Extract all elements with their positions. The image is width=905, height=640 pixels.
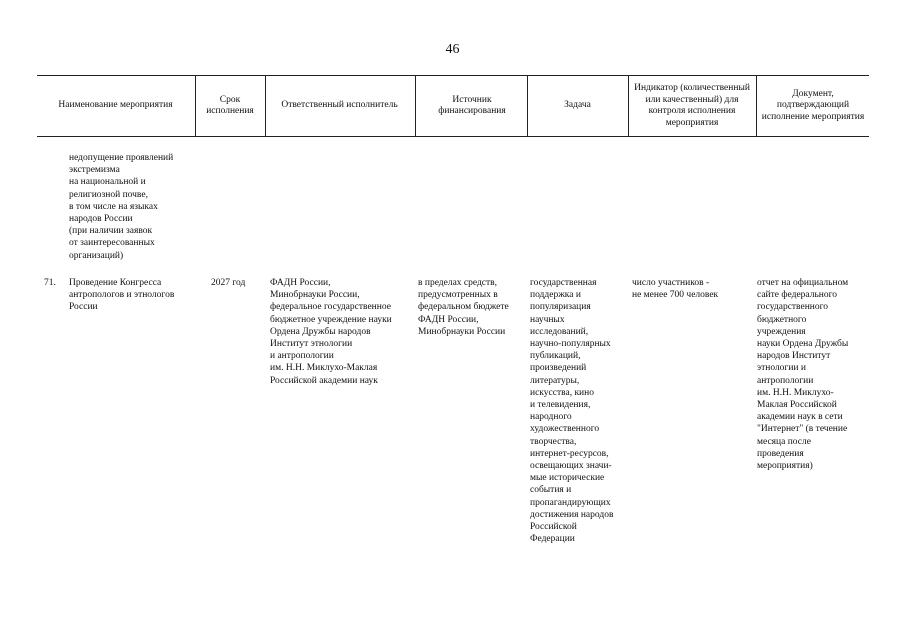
event-indicator: число участников - не менее 700 человек [632, 278, 719, 301]
header-divider [628, 76, 629, 136]
event-deadline: 2027 год [211, 278, 246, 288]
header-task: Задача [564, 100, 591, 111]
header-deadline: Срок исполнения [206, 94, 254, 116]
header-event-name: Наименование мероприятия [58, 100, 173, 111]
header-divider [195, 76, 196, 136]
header-executor: Ответственный исполнитель [281, 100, 398, 111]
header-divider [415, 76, 416, 136]
event-task: государственная поддержка и популяризация научных исследований, научно-популярных публикаций, произведений литературы, искусства, кино и телевидения, народного художественного творчества, интернет-ресурсов, освещающих значи- мые исторические события и пропагандирующих достижения народов Российской Федерации [530, 278, 614, 545]
row-number: 71. [44, 278, 56, 288]
continuation-text: недопущение проявлений экстремизма на национальной и религиозной почве, в том числе на языках народов России (при наличии заявок от заинтересованных организаций) [69, 153, 174, 261]
header-funding: Источник финансирования [438, 94, 506, 116]
page-number: 46 [445, 42, 460, 57]
header-document: Документ, подтверждающий исполнение мероприятия [761, 88, 865, 122]
header-indicator: Индикатор (количественный или качественный) для контроля исполнения мероприятия [634, 83, 750, 128]
event-executor: ФАДН России, Минобрнауки России, федеральное государственное бюджетное учреждение науки Ордена Дружбы народов Институт этнологии и антропологии им. Н.Н. Миклухо-Маклая Российской академии наук [270, 278, 392, 386]
table-header [37, 75, 869, 137]
event-funding: в пределах средств, предусмотренных в федеральном бюджете ФАДН России, Минобрнауки России [418, 278, 509, 337]
event-name: Проведение Конгресса антропологов и этнологов России [69, 278, 175, 313]
event-document: отчет на официальном сайте федерального государственного бюджетного учреждения науки Ордена Дружбы народов Институт этнологии и антропологии им. Н.Н. Миклухо- Маклая Российской академии наук в сети "Интернет" (в течение месяца после проведения мероприятия) [757, 278, 849, 472]
